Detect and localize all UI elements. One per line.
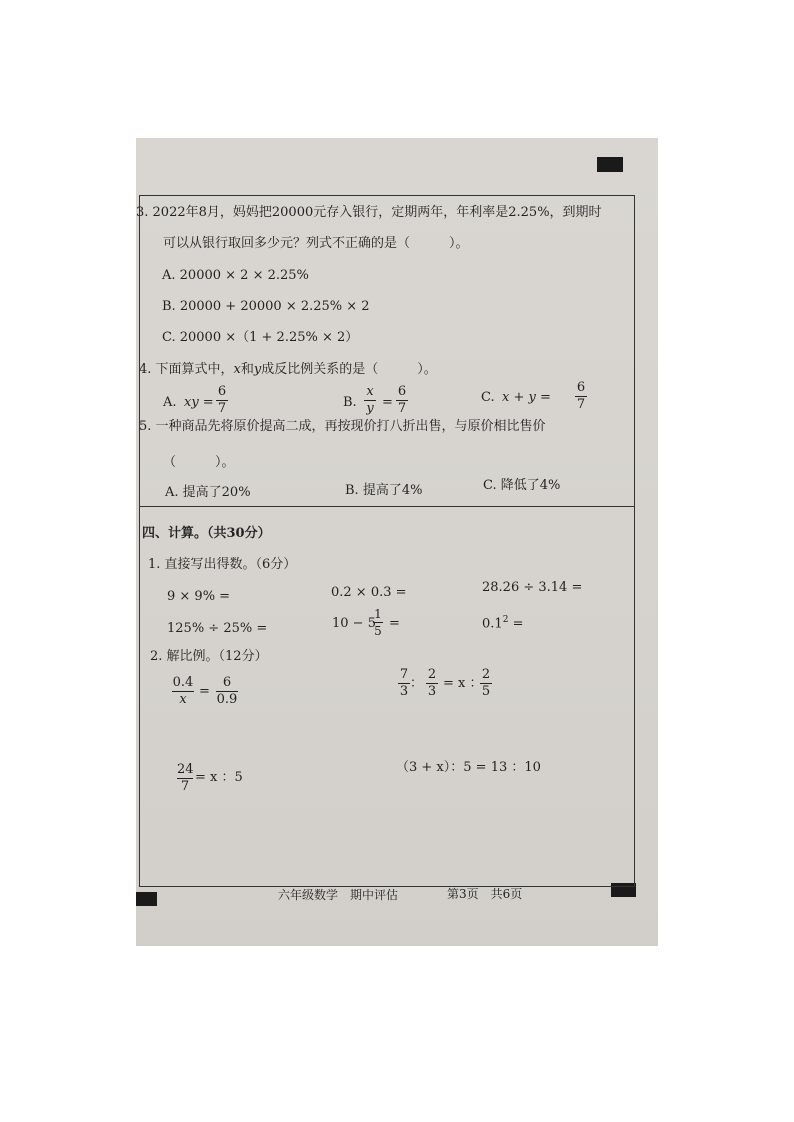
footer-page-number: 第3页 共6页 — [447, 887, 523, 901]
q3-option-a: A. 20000 × 2 × 2.25% — [162, 268, 309, 283]
q4-option-c-expr: x + y = — [502, 390, 551, 405]
section-divider — [139, 506, 635, 507]
prop-2-colon: ： — [410, 676, 424, 691]
calc-1: 9 × 9% = — [167, 589, 231, 604]
q5-option-a: A. 提高了20% — [165, 485, 251, 500]
q3-option-b: B. 20000 + 20000 × 2.25% × 2 — [162, 299, 370, 314]
prop-1-eq: = — [199, 684, 210, 699]
calc-4: 125% ÷ 25% = — [167, 621, 268, 636]
q4-stem: 4. 下面算式中，x和y成反比例关系的是（ ）。 — [139, 362, 437, 377]
q4-option-a-label: A. — [163, 395, 177, 410]
registration-mark-top-right — [597, 157, 623, 172]
sub2-title: 2. 解比例。（12分） — [150, 649, 268, 664]
q3-option-c: C. 20000 ×（1 + 2.25% × 2） — [162, 330, 359, 345]
registration-mark-bottom-left — [136, 892, 157, 906]
q4-option-c-label: C. — [481, 390, 495, 405]
prop-1-left-fraction: 0.4 x — [172, 675, 194, 707]
prop-2-fraction-1: 7 3 — [399, 667, 409, 699]
q3-line1: 3. 2022年8月，妈妈把20000元存入银行，定期两年，年利率是2.25%，到期时 — [136, 205, 602, 220]
section4-title: 四、计算。（共30分） — [142, 526, 271, 541]
prop-2-fraction-3: 2 5 — [481, 667, 491, 699]
q5-line1: 5. 一种商品先将原价提高二成，再按现价打八折出售，与原价相比售价 — [139, 419, 546, 434]
var-y: y — [253, 362, 262, 377]
calc-2: 0.2 × 0.3 = — [331, 585, 407, 600]
q5-option-b: B. 提高了4% — [345, 483, 423, 498]
prop-2-mid: = x ： — [443, 676, 483, 691]
var-x: x — [233, 362, 241, 377]
sub1-title: 1. 直接写出得数。（6分） — [148, 557, 297, 572]
prop-3-fraction: 24 7 — [177, 762, 194, 794]
footer-subject: 六年级数学 期中评估 — [278, 888, 399, 902]
q3-line2: 可以从银行取回多少元？列式不正确的是（ ）。 — [163, 236, 469, 251]
q5-option-c: C. 降低了4% — [483, 478, 561, 493]
q4-option-a-fraction: 6 7 — [217, 384, 227, 416]
prop-2-fraction-2: 2 3 — [427, 667, 437, 699]
calc-5-fraction: 1 5 — [374, 607, 382, 638]
prop-4: （3 + x）：5 = 13 ：10 — [396, 760, 541, 775]
q4-option-b-eq: = — [382, 395, 393, 410]
q4-option-a-expr: xy = — [184, 395, 214, 410]
q4-option-b-var-fraction: x y — [364, 385, 376, 416]
calc-5-pre: 10 − 5 — [332, 616, 376, 631]
calc-6: $0.1^2$ = — [482, 615, 524, 632]
calc-5-eq: = — [389, 616, 400, 631]
q4-option-c-fraction: 6 7 — [576, 380, 586, 412]
q4-option-b-label: B. — [343, 395, 357, 410]
prop-3-rest: = x ：5 — [195, 770, 243, 785]
calc-3: 28.26 ÷ 3.14 = — [482, 580, 583, 595]
q5-line2: （ ）。 — [163, 455, 235, 470]
prop-1-right-fraction: 6 0.9 — [216, 675, 238, 707]
q4-option-b-fraction: 6 7 — [397, 384, 407, 416]
